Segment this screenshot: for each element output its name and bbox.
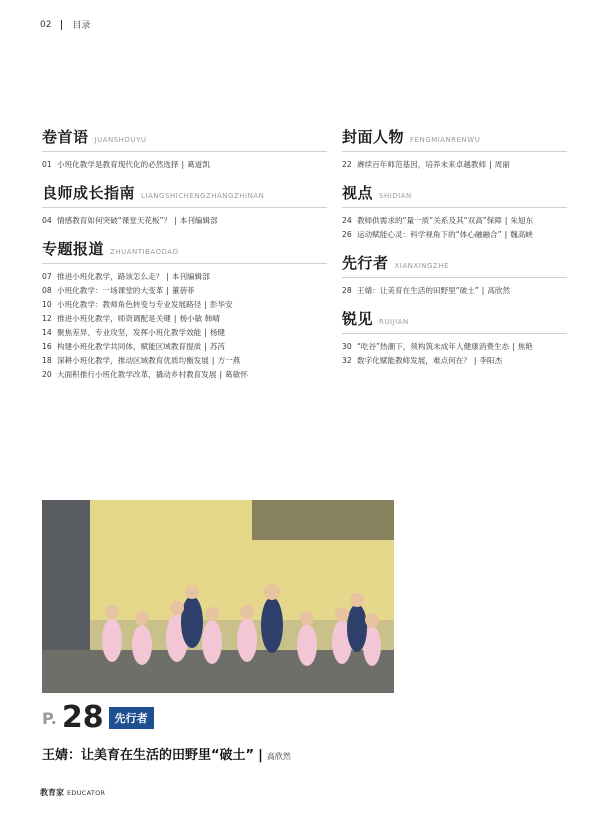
- feature-photo: [42, 500, 394, 693]
- feature-author: 高欣然: [266, 752, 291, 761]
- toc-entry[interactable]: [42, 298, 327, 312]
- toc-entry[interactable]: [342, 340, 567, 354]
- entry-page-number: 16: [42, 342, 52, 351]
- section-pinyin: ZHUANTIBAODAO: [110, 248, 179, 256]
- feature-page-prefix: P.: [42, 708, 57, 728]
- section-heading: [342, 182, 567, 208]
- entry-title: 王婧：让美育在生活的田野里“破土”: [357, 286, 479, 295]
- toc-section: [342, 308, 567, 368]
- header-divider: [61, 20, 62, 30]
- entry-divider: |: [204, 342, 207, 351]
- entry-author: 周丽: [494, 160, 510, 169]
- entry-title: 构建小班化教学共同体，赋能区域教育提质: [57, 342, 202, 351]
- entry-page-number: 14: [42, 328, 52, 337]
- toc-section: [342, 252, 567, 298]
- footer-magazine-name: 教育家: [40, 788, 64, 797]
- page-number: 02: [40, 19, 52, 30]
- section-pinyin: LIANGSHICHENGZHANGZHINAN: [141, 192, 265, 200]
- section-heading: [342, 252, 567, 278]
- entry-divider: |: [473, 356, 477, 365]
- entry-author: 彭华安: [209, 300, 233, 309]
- entry-divider: |: [219, 370, 223, 379]
- entry-title: “吃谷”热潮下，须构筑未成年人健康消费生态: [357, 342, 510, 351]
- entry-divider: |: [512, 342, 515, 351]
- entry-divider: |: [504, 216, 508, 225]
- group-photo-illustration: [42, 500, 394, 693]
- entry-author: 葛道凯: [187, 160, 210, 169]
- entry-divider: |: [181, 160, 185, 169]
- toc-right-column: [342, 126, 567, 378]
- section-title: 卷首语: [42, 128, 89, 146]
- toc-entry[interactable]: [42, 158, 327, 172]
- entry-page-number: 12: [42, 314, 52, 323]
- entry-divider: |: [504, 230, 508, 239]
- entry-page-number: 26: [342, 230, 352, 239]
- toc-entry[interactable]: [342, 214, 567, 228]
- page-footer: [40, 787, 105, 798]
- feature-title: 王婧：让美育在生活的田野里“破土”: [42, 748, 255, 763]
- entry-divider: |: [211, 356, 215, 365]
- entry-author: 高欣然: [487, 286, 511, 295]
- section-pinyin: JUANSHOUYU: [94, 136, 147, 144]
- feature-divider: |: [258, 748, 263, 763]
- toc-section: [42, 126, 327, 172]
- entry-title: 小班化教学：教师角色转变与专业发展路径: [57, 300, 202, 309]
- entry-page-number: 18: [42, 356, 52, 365]
- toc-entry[interactable]: [42, 312, 327, 326]
- section-heading: [42, 182, 327, 208]
- section-heading: [342, 308, 567, 334]
- entry-title: 推进小班化教学，路该怎么走？: [57, 272, 164, 281]
- toc-entry[interactable]: [42, 340, 327, 354]
- toc-entry[interactable]: [42, 214, 327, 228]
- section-title: 良师成长指南: [42, 184, 136, 202]
- toc-section: [342, 182, 567, 242]
- entry-page-number: 07: [42, 272, 52, 281]
- entry-title: 小班化教学：一场课堂的大变革: [57, 286, 164, 295]
- entry-title: 教师供需求的“量一质”关系及其“双高”保障: [357, 216, 502, 225]
- feature-page-label: [42, 700, 154, 735]
- entry-title: 数字化赋能教师发展，难点何在？: [357, 356, 471, 365]
- feature-page-number: 28: [61, 700, 104, 735]
- entry-page-number: 04: [42, 216, 52, 225]
- feature-column-tag: 先行者: [109, 707, 154, 729]
- toc-entry[interactable]: [42, 326, 327, 340]
- entry-page-number: 20: [42, 370, 52, 379]
- entry-author: 苏芮: [209, 342, 226, 351]
- entry-author: 焦艳: [517, 342, 533, 351]
- section-title: 先行者: [342, 254, 389, 272]
- page-header: [40, 18, 90, 31]
- toc-entry[interactable]: [342, 158, 567, 172]
- entry-author: 葛敏怀: [225, 370, 248, 379]
- section-heading: [342, 126, 567, 152]
- entry-title: 推进小班化教学，师资调配是关键: [57, 314, 171, 323]
- toc-entry[interactable]: [42, 270, 327, 284]
- entry-title: 赓续百年师范基因，培养未来卓越教师: [357, 160, 487, 169]
- entry-title: 大面积推行小班化教学改革，撬动乡村教育发展: [57, 370, 217, 379]
- entry-author: 本刊编辑部: [171, 272, 210, 281]
- entry-page-number: 30: [342, 342, 352, 351]
- entry-divider: |: [204, 300, 207, 309]
- entry-author: 杨小敏 韩晴: [179, 314, 220, 323]
- section-pinyin: RUIJIAN: [379, 318, 409, 326]
- feature-headline[interactable]: [42, 744, 291, 763]
- entry-title: 情感教育如何突破“课堂天花板”？: [57, 216, 172, 225]
- section-title: 专题报道: [42, 240, 105, 258]
- section-pinyin: SHIDIAN: [379, 192, 412, 200]
- section-pinyin: XIANXINGZHE: [394, 262, 449, 270]
- entry-author: 李阳杰: [479, 356, 503, 365]
- section-title: 锐见: [342, 310, 374, 328]
- entry-title: 聚焦差异、专业攻坚，发挥小班化教学效能: [57, 328, 202, 337]
- toc-entry[interactable]: [342, 284, 567, 298]
- entry-title: 运动赋能心灵：科学视角下的“体心融融合”: [357, 230, 502, 239]
- toc-section: [342, 126, 567, 172]
- toc-entry[interactable]: [42, 368, 327, 382]
- toc-entry[interactable]: [342, 228, 567, 242]
- entry-author: 董蓓菲: [171, 286, 195, 295]
- entry-author: 魏高峡: [510, 230, 533, 239]
- toc-left-column: [42, 126, 327, 392]
- entry-divider: |: [481, 286, 485, 295]
- entry-page-number: 22: [342, 160, 352, 169]
- entry-author: 朱旭东: [510, 216, 534, 225]
- header-title: 目录: [72, 21, 91, 31]
- entry-divider: |: [174, 216, 177, 225]
- entry-page-number: 10: [42, 300, 52, 309]
- entry-page-number: 24: [342, 216, 352, 225]
- entry-page-number: 08: [42, 286, 52, 295]
- entry-divider: |: [173, 314, 177, 323]
- entry-divider: |: [166, 272, 169, 281]
- entry-page-number: 32: [342, 356, 352, 365]
- entry-author: 方一燕: [217, 356, 241, 365]
- entry-title: 小班化教学是教育现代化的必然选择: [57, 160, 179, 169]
- toc-entry[interactable]: [42, 284, 327, 298]
- toc-section: [42, 238, 327, 382]
- section-pinyin: FENGMIANRENWU: [410, 136, 481, 144]
- section-title: 封面人物: [342, 128, 405, 146]
- entry-divider: |: [204, 328, 207, 337]
- entry-page-number: 01: [42, 160, 52, 169]
- section-heading: [42, 126, 327, 152]
- entry-author: 杨健: [209, 328, 226, 337]
- section-title: 视点: [342, 184, 374, 202]
- entry-page-number: 28: [342, 286, 352, 295]
- toc-entry[interactable]: [342, 354, 567, 368]
- entry-author: 本刊编辑部: [179, 216, 218, 225]
- section-heading: [42, 238, 327, 264]
- entry-divider: |: [166, 286, 169, 295]
- entry-divider: |: [489, 160, 492, 169]
- entry-title: 深耕小班化教学，推动区域教育优质均衡发展: [57, 356, 209, 365]
- toc-section: [42, 182, 327, 228]
- footer-magazine-en: EDUCATOR: [67, 789, 106, 797]
- toc-entry[interactable]: [42, 354, 327, 368]
